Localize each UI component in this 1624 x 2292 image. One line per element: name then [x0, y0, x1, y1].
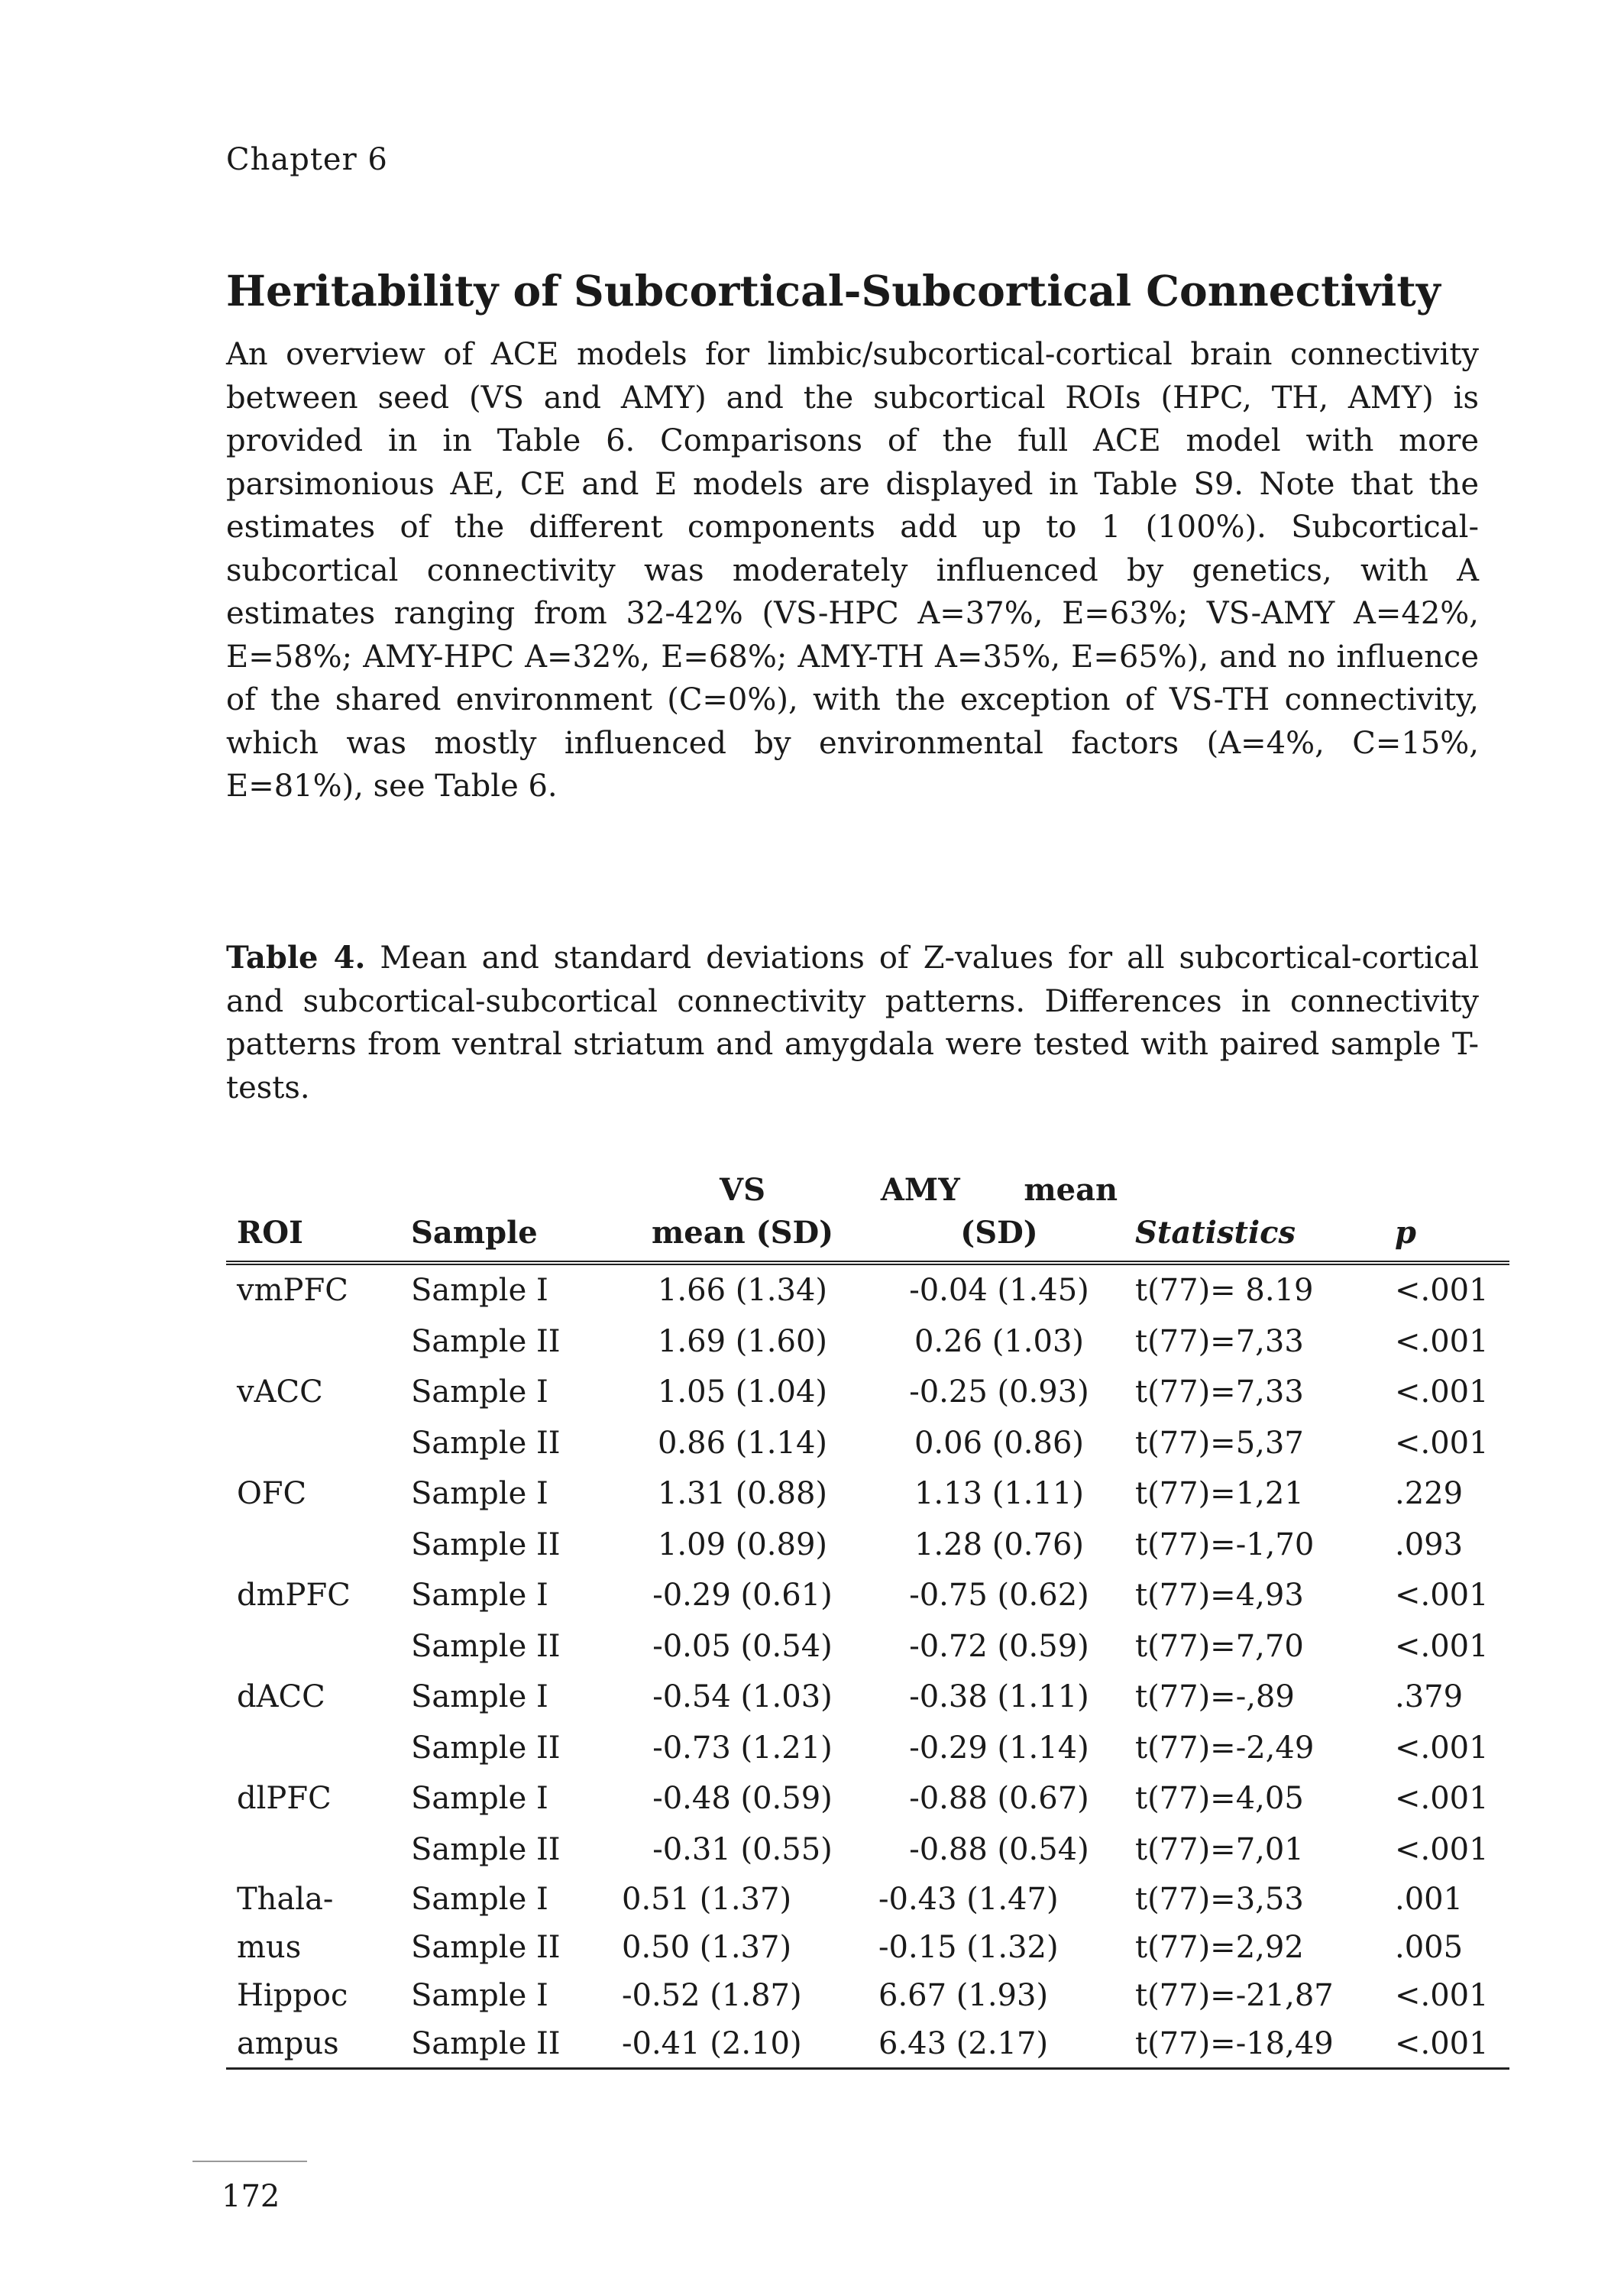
table-row — [226, 1367, 1509, 1418]
cell-statistic: t(77)=3,53 — [1135, 1881, 1304, 1917]
cell-roi — [226, 1723, 400, 1774]
table-row — [226, 1971, 1509, 2019]
cell-roi: vmPFC — [237, 1273, 348, 1309]
cell-p-value: <.001 — [1395, 1578, 1489, 1614]
cell-p-value: <.001 — [1395, 2025, 1489, 2061]
cell-vs-mean: 0.86 (1.14) — [657, 1425, 828, 1461]
cell-sample: Sample I — [411, 1273, 548, 1309]
cell-p-value: <.001 — [1395, 1628, 1489, 1664]
table-row — [226, 1316, 1509, 1368]
table-body — [226, 1263, 1509, 2069]
cell-roi: dmPFC — [237, 1578, 351, 1614]
cell-amy-mean: 1.28 (0.76) — [914, 1526, 1085, 1562]
cell-statistic: t(77)=7,01 — [1135, 1831, 1304, 1867]
cell-sample: Sample I — [411, 1679, 548, 1715]
cell-sample: Sample I — [411, 1578, 548, 1614]
table-row — [226, 2019, 1509, 2069]
cell-amy-mean: 6.43 (2.17) — [878, 2025, 1049, 2061]
table-row — [226, 1263, 1509, 1316]
footer-rule — [192, 2161, 307, 2162]
cell-statistic: t(77)=7,33 — [1135, 1323, 1304, 1359]
cell-amy-mean: 6.67 (1.93) — [878, 1977, 1049, 2013]
cell-statistic: t(77)=-,89 — [1135, 1679, 1295, 1715]
cell-amy-mean: -0.29 (1.14) — [909, 1730, 1089, 1766]
cell-vs-mean: 0.51 (1.37) — [622, 1881, 792, 1917]
table-caption-label: Table 4. — [226, 940, 366, 976]
table-row — [226, 1621, 1509, 1672]
table-row — [226, 1875, 1509, 1923]
cell-amy-mean: -0.15 (1.32) — [878, 1929, 1059, 1965]
page-number: 172 — [222, 2179, 280, 2214]
cell-statistic: t(77)=5,37 — [1135, 1425, 1304, 1461]
header-amy-line2: (SD) — [960, 1215, 1038, 1251]
cell-amy-mean: -0.75 (0.62) — [909, 1578, 1089, 1614]
cell-amy-mean: -0.88 (0.67) — [909, 1781, 1089, 1817]
header-vs-line2: mean (SD) — [651, 1215, 834, 1251]
cell-amy-mean: 1.13 (1.11) — [914, 1476, 1085, 1512]
cell-amy-mean: -0.04 (1.45) — [909, 1273, 1089, 1309]
cell-p-value: <.001 — [1395, 1831, 1489, 1867]
cell-statistic: t(77)=4,05 — [1135, 1781, 1304, 1817]
cell-amy-mean: -0.25 (0.93) — [909, 1374, 1089, 1410]
cell-statistic: t(77)=7,33 — [1135, 1374, 1304, 1410]
cell-p-value: <.001 — [1395, 1781, 1489, 1817]
cell-vs-mean: -0.52 (1.87) — [622, 1977, 802, 2013]
cell-p-value: .229 — [1395, 1476, 1464, 1512]
table-header-row — [226, 1169, 1509, 1263]
cell-amy-mean: -0.72 (0.59) — [909, 1628, 1089, 1664]
cell-statistic: t(77)=2,92 — [1135, 1929, 1304, 1965]
cell-p-value: <.001 — [1395, 1273, 1489, 1309]
table-row — [226, 1418, 1509, 1469]
cell-sample: Sample I — [411, 1374, 548, 1410]
cell-statistic: t(77)=7,70 — [1135, 1628, 1304, 1664]
cell-roi: OFC — [237, 1476, 307, 1512]
cell-p-value: <.001 — [1395, 1977, 1489, 2013]
cell-sample: Sample I — [411, 1881, 548, 1917]
cell-sample: Sample II — [411, 1831, 561, 1867]
cell-roi: dACC — [237, 1679, 325, 1715]
cell-amy-mean: -0.43 (1.47) — [878, 1881, 1059, 1917]
header-amy — [868, 1169, 1124, 1263]
header-vs — [611, 1169, 868, 1263]
cell-sample: Sample I — [411, 1977, 548, 2013]
cell-roi — [226, 1418, 400, 1469]
cell-amy-mean: 0.26 (1.03) — [914, 1323, 1085, 1359]
cell-sample: Sample II — [411, 1526, 561, 1562]
cell-statistic: t(77)=4,93 — [1135, 1578, 1304, 1614]
cell-sample: Sample II — [411, 1323, 561, 1359]
cell-p-value: .005 — [1395, 1929, 1464, 1965]
table-row — [226, 1520, 1509, 1571]
cell-p-value: <.001 — [1395, 1730, 1489, 1766]
cell-sample: Sample II — [411, 1929, 561, 1965]
cell-statistic: t(77)= 8.19 — [1135, 1273, 1314, 1309]
cell-sample: Sample II — [411, 1425, 561, 1461]
header-statistics: Statistics — [1135, 1215, 1296, 1251]
table-row — [226, 1773, 1509, 1824]
results-table — [226, 1169, 1509, 2070]
header-roi: ROI — [237, 1215, 303, 1251]
cell-sample: Sample I — [411, 1781, 548, 1817]
header-p: p — [1395, 1215, 1416, 1251]
cell-amy-mean: -0.88 (0.54) — [909, 1831, 1089, 1867]
header-amy-line1: AMY mean — [880, 1172, 1118, 1208]
cell-roi: ampus — [237, 2025, 339, 2061]
cell-roi: vACC — [237, 1374, 323, 1410]
running-head: Chapter 6 — [226, 142, 388, 177]
cell-vs-mean: 0.50 (1.37) — [622, 1929, 792, 1965]
cell-p-value: .379 — [1395, 1679, 1464, 1715]
cell-roi — [226, 1621, 400, 1672]
cell-sample: Sample I — [411, 1476, 548, 1512]
header-vs-line1: VS — [720, 1172, 765, 1208]
cell-vs-mean: -0.48 (0.59) — [652, 1781, 833, 1817]
cell-amy-mean: -0.38 (1.11) — [909, 1679, 1089, 1715]
cell-sample: Sample II — [411, 2025, 561, 2061]
cell-vs-mean: -0.29 (0.61) — [652, 1578, 833, 1614]
cell-vs-mean: 1.66 (1.34) — [657, 1273, 828, 1309]
cell-vs-mean: -0.41 (2.10) — [622, 2025, 802, 2061]
header-sample: Sample — [411, 1215, 538, 1251]
cell-p-value: .093 — [1395, 1526, 1464, 1562]
cell-roi: Thala- — [237, 1881, 334, 1917]
cell-vs-mean: 1.31 (0.88) — [657, 1476, 828, 1512]
cell-statistic: t(77)=-2,49 — [1135, 1730, 1315, 1766]
table-row — [226, 1923, 1509, 1971]
cell-roi: Hippoc — [237, 1977, 348, 2013]
cell-vs-mean: -0.73 (1.21) — [652, 1730, 833, 1766]
table-row — [226, 1723, 1509, 1774]
cell-roi: dlPFC — [237, 1781, 332, 1817]
cell-roi — [226, 1316, 400, 1368]
cell-statistic: t(77)=-21,87 — [1135, 1977, 1334, 2013]
table-row — [226, 1570, 1509, 1621]
cell-roi — [226, 1520, 400, 1571]
table-caption-text: Mean and standard deviations of Z-values for all subcortical-cortical and subcortical-subcortical connectivity patterns. Differences in connectivity patterns from ventral striatum and amygdala were tested with paired sample T-tests. — [226, 940, 1479, 1106]
cell-p-value: <.001 — [1395, 1323, 1489, 1359]
cell-amy-mean: 0.06 (0.86) — [914, 1425, 1085, 1461]
cell-roi: mus — [237, 1929, 302, 1965]
cell-statistic: t(77)=-1,70 — [1135, 1526, 1315, 1562]
table-row — [226, 1824, 1509, 1876]
cell-roi — [226, 1824, 400, 1876]
body-paragraph: An overview of ACE models for limbic/subcortical-cortical brain connectivity between seed (VS and AMY) and the subcortical ROIs (HPC, TH, AMY) is provided in in Table 6. Comparisons of the full ACE model with more parsimonious AE, CE and E models are displayed in Table S9. Note that the estimates of the different components add up to 1 (100%). Subcortical-subcortical connectivity was moderately influenced by genetics, with A estimates ranging from 32-42% (VS-HPC A=37%, E=63%; VS-AMY A=42%, E=58%; AMY-HPC A=32%, E=68%; AMY-TH A=35%, E=65%), and no influence of the shared environment (C=0%), with the exception of VS-TH connectivity, which was mostly influenced by environmental factors (A=4%, C=15%, E=81%), see Table 6. — [226, 337, 1479, 804]
cell-vs-mean: 1.05 (1.04) — [657, 1374, 828, 1410]
cell-statistic: t(77)=-18,49 — [1135, 2025, 1334, 2061]
cell-vs-mean: -0.31 (0.55) — [652, 1831, 833, 1867]
cell-vs-mean: -0.05 (0.54) — [652, 1628, 833, 1664]
cell-sample: Sample II — [411, 1628, 561, 1664]
cell-sample: Sample II — [411, 1730, 561, 1766]
cell-vs-mean: 1.09 (0.89) — [657, 1526, 828, 1562]
table-row — [226, 1672, 1509, 1723]
cell-p-value: <.001 — [1395, 1374, 1489, 1410]
table-row — [226, 1468, 1509, 1520]
cell-vs-mean: -0.54 (1.03) — [652, 1679, 833, 1715]
table-caption — [226, 937, 1479, 1109]
cell-p-value: <.001 — [1395, 1425, 1489, 1461]
section-title: Heritability of Subcortical-Subcortical Connectivity — [226, 266, 1441, 316]
cell-p-value: .001 — [1395, 1881, 1464, 1917]
cell-statistic: t(77)=1,21 — [1135, 1476, 1304, 1512]
cell-vs-mean: 1.69 (1.60) — [657, 1323, 828, 1359]
